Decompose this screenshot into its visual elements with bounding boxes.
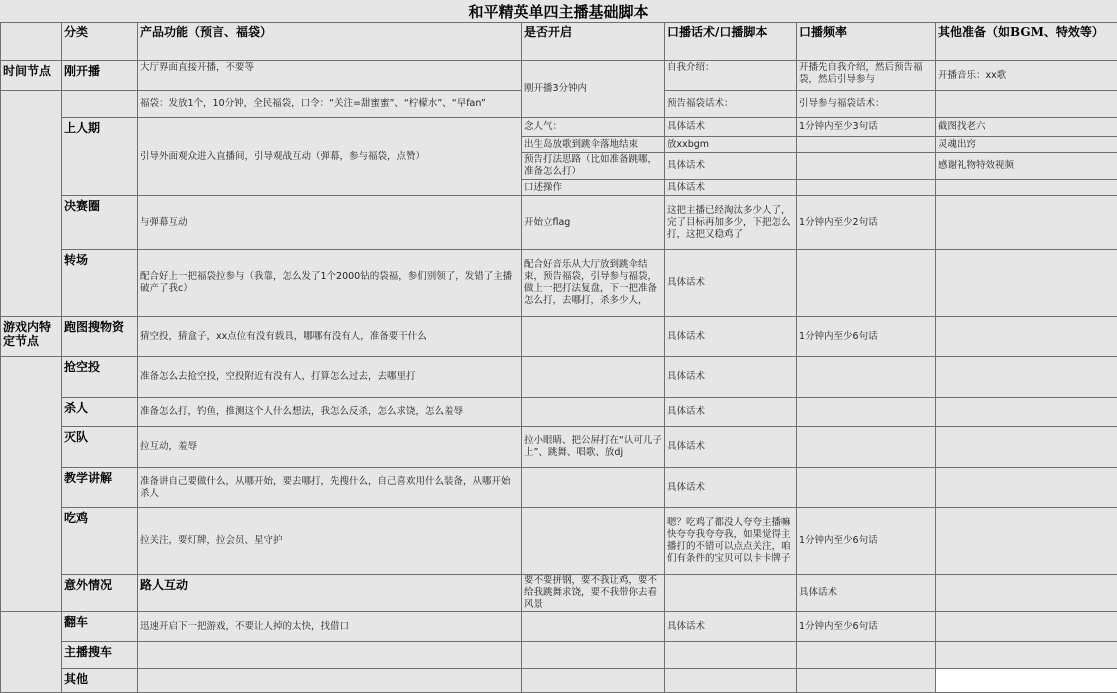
enabled-cell[interactable]: 刚开播3分钟内 [522,61,665,118]
other-cell[interactable] [936,508,1117,575]
header-row [1,23,1117,61]
script-cell[interactable]: 具体话术 [665,250,797,317]
table-row [1,196,1117,250]
product-cell[interactable]: 拉互动，羞辱 [138,427,522,468]
enabled-cell[interactable] [522,398,665,427]
script-cell[interactable] [665,669,797,693]
subcategory-cell[interactable]: 其他 [62,669,138,693]
section-spacer[interactable] [1,612,62,693]
table-row [1,669,1117,693]
frequency-cell[interactable] [797,669,936,693]
other-cell[interactable]: 截图找老六 [936,118,1117,137]
subcategory-cell[interactable]: 杀人 [62,398,138,427]
product-cell[interactable]: 引导外面观众进入直播间，引导观战互动（弹幕，参与福袋，点赞） [138,118,522,196]
product-cell[interactable]: 准备讲自己要做什么，从哪开始，要去哪打，先搜什么，自己喜欢用什么装备，从哪开始杀人 [138,468,522,508]
table-row [1,468,1117,508]
other-cell[interactable] [936,317,1117,357]
enabled-cell[interactable] [665,575,797,612]
enabled-cell[interactable]: 念人气： [522,118,665,137]
script-cell[interactable]: 嗯？吃鸡了都没人夸夸主播嘛 快夸夸我夸夸我，如果觉得主播打的不错可以点点关注，咱们有条件的宝贝可以卡卡牌子 [665,508,797,575]
product-cell[interactable]: 猜空投，猜盒子，xx点位有没有载具，哪哪有没有人，准备要干什么 [138,317,522,357]
table-row [1,250,1117,317]
table-row [1,317,1117,357]
script-cell[interactable]: 具体话术 [665,317,797,357]
enabled-cell[interactable]: 口述操作 [522,180,665,196]
enabled-cell[interactable] [522,508,665,575]
product-cell[interactable]: 大厅界面直接开播，不要等 [138,61,522,91]
frequency-cell[interactable] [797,398,936,427]
header-blank[interactable] [1,23,62,61]
subcategory-cell[interactable]: 决赛圈 [62,196,138,250]
frequency-cell[interactable] [797,180,936,196]
other-cell[interactable]: 感谢礼物特效视频 [936,153,1117,180]
other-cell[interactable] [936,357,1117,398]
header-other[interactable]: 其他准备（如BGM、特效等） [936,23,1117,61]
enabled-cell[interactable]: 拉小眼睛、把公屏打在“认可儿子上”、跳舞、唱歌、放dj [522,427,665,468]
enabled-cell[interactable] [522,642,665,669]
frequency-cell[interactable]: 1分钟内至少3句话 [797,118,936,137]
frequency-cell[interactable] [797,250,936,317]
subcategory-cell[interactable] [62,91,138,118]
frequency-cell[interactable] [797,468,936,508]
subcategory-cell[interactable]: 抢空投 [62,357,138,398]
other-cell[interactable] [936,250,1117,317]
section-in-game-nodes[interactable]: 游戏内特定节点 [1,317,62,357]
enabled-cell[interactable] [522,669,665,693]
section-accidents[interactable]: 意外情况 [62,575,138,612]
header-product[interactable]: 产品功能（预言、福袋） [138,23,522,61]
script-table [0,22,1117,693]
script-cell[interactable]: 放xxbgm [665,137,797,153]
frequency-cell[interactable]: 1分钟内至少6句话 [797,508,936,575]
frequency-cell[interactable] [797,137,936,153]
script-cell[interactable] [665,642,797,669]
other-cell[interactable] [936,669,1117,693]
script-cell[interactable]: 自我介绍： [665,61,797,91]
enabled-cell[interactable] [522,317,665,357]
header-script[interactable]: 口播话术/口播脚本 [665,23,797,61]
other-cell[interactable] [936,196,1117,250]
table-row [1,612,1117,642]
enabled-cell[interactable] [522,468,665,508]
frequency-cell[interactable] [797,642,936,669]
subcategory-cell[interactable]: 吃鸡 [62,508,138,575]
product-cell[interactable] [138,669,522,693]
header-enabled[interactable]: 是否开启 [522,23,665,61]
script-cell[interactable]: 具体话术 [665,153,797,180]
subcategory-cell[interactable]: 翻车 [62,612,138,642]
script-cell[interactable]: 具体话术 [665,118,797,137]
script-cell[interactable]: 具体话术 [665,357,797,398]
product-cell[interactable]: 迅速开启下一把游戏，不要让人掉的太快，找借口 [138,612,522,642]
frequency-cell[interactable] [797,153,936,180]
table-row [1,575,1117,612]
script-cell[interactable]: 这把主播已经淘汰多少人了，完了目标再加多少，下把怎么打，这把又稳鸡了 [665,196,797,250]
other-cell[interactable] [936,427,1117,468]
enabled-cell[interactable]: 出生岛放歌到跳伞落地结束 [522,137,665,153]
subcategory-cell[interactable]: 灭队 [62,427,138,468]
section-time-nodes[interactable]: 时间节点 [1,61,62,91]
other-cell[interactable] [936,398,1117,427]
header-category[interactable]: 分类 [62,23,138,61]
frequency-cell[interactable]: 1分钟内至少6句话 [797,612,936,642]
table-row [1,357,1117,398]
subcategory-cell[interactable]: 转场 [62,250,138,317]
other-cell[interactable] [936,612,1117,642]
script-cell[interactable]: 具体话术 [665,468,797,508]
product-cell[interactable] [138,642,522,669]
script-cell[interactable]: 预告福袋话术： [665,91,797,118]
header-frequency[interactable]: 口播频率 [797,23,936,61]
frequency-cell[interactable]: 引导参与福袋话术： [797,91,936,118]
table-row [1,118,1117,137]
enabled-cell[interactable]: 开始立flag [522,196,665,250]
enabled-cell[interactable] [522,357,665,398]
script-cell[interactable]: 具体话术 [665,398,797,427]
product-cell[interactable]: 要不要拼钢，要不我让鸡，要不给我跳舞求饶，要不我带你去看风景 [522,575,665,612]
subcategory-cell[interactable]: 刚开播 [62,61,138,91]
frequency-cell[interactable]: 开播先自我介绍，然后预告福袋，然后引导参与 [797,61,936,91]
product-cell[interactable]: 与弹幕互动 [138,196,522,250]
frequency-cell[interactable]: 1分钟内至少6句话 [797,317,936,357]
product-cell[interactable]: 配合好上一把福袋拉参与（我靠，怎么发了1个2000钻的袋福，参们别领了，发错了主播破产了我c） [138,250,522,317]
other-cell[interactable]: 灵魂出窍 [936,137,1117,153]
frequency-cell[interactable] [936,575,1117,612]
script-cell[interactable]: 具体话术 [665,180,797,196]
subcategory-cell[interactable]: 跑图搜物资 [62,317,138,357]
frequency-cell[interactable] [797,357,936,398]
table-row [1,398,1117,427]
enabled-cell[interactable] [522,612,665,642]
other-cell[interactable] [936,91,1117,118]
product-cell[interactable]: 福袋：发放1个，10分钟，全民福袋，口令：“关注=甜蜜蜜”、“柠檬水”、“早fan” [138,91,522,118]
enabled-cell[interactable]: 配合好音乐从大厅放到跳伞结束，预告福袋，引导参与福袋，做上一把打法复盘，下一把准备怎么打，去哪打，杀多少人， [522,250,665,317]
subcategory-cell[interactable]: 上人期 [62,118,138,196]
script-cell[interactable]: 具体话术 [797,575,936,612]
subcategory-cell[interactable]: 路人互动 [138,575,522,612]
other-cell[interactable] [936,468,1117,508]
other-cell[interactable] [936,180,1117,196]
section-spacer[interactable] [1,91,62,317]
script-cell[interactable]: 具体话术 [665,427,797,468]
frequency-cell[interactable]: 1分钟内至少2句话 [797,196,936,250]
sheet-title: 和平精英单四主播基础脚本 [0,0,1117,23]
table-row [1,61,1117,91]
subcategory-cell[interactable]: 主播搜车 [62,642,138,669]
frequency-cell[interactable] [797,427,936,468]
other-cell[interactable]: 开播音乐：xx歌 [936,61,1117,91]
table-row [1,427,1117,468]
table-row [1,642,1117,669]
subcategory-cell[interactable]: 教学讲解 [62,468,138,508]
script-cell[interactable]: 具体话术 [665,612,797,642]
section-spacer[interactable] [1,357,62,612]
product-cell[interactable]: 准备怎么打，钓鱼，推测这个人什么想法，我怎么反杀，怎么求饶，怎么羞辱 [138,398,522,427]
product-cell[interactable]: 拉关注，要灯牌，拉会员、星守护 [138,508,522,575]
table-row [1,508,1117,575]
other-cell[interactable] [936,642,1117,669]
enabled-cell[interactable]: 预告打法思路（比如准备跳哪，准备怎么打） [522,153,665,180]
product-cell[interactable]: 准备怎么去抢空投，空投附近有没有人，打算怎么过去，去哪里打 [138,357,522,398]
